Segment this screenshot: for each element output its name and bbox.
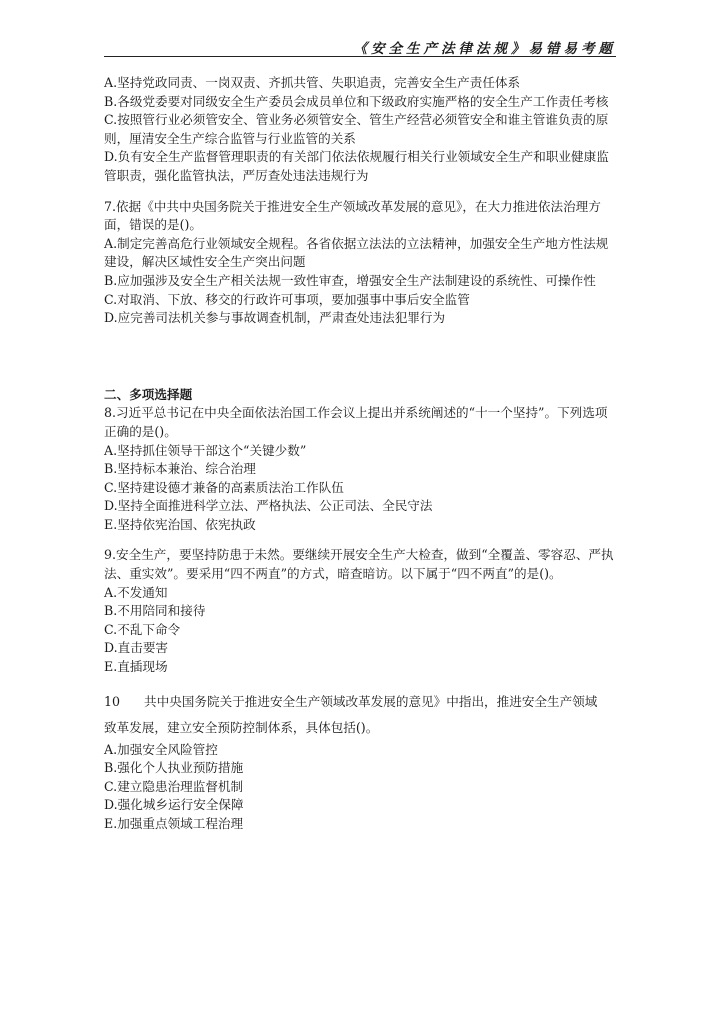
q8-option-d: D.坚持全面推进科学立法、严格执法、公正司法、全民守法 [104,498,433,514]
spacer [104,186,620,198]
q7-option-b: B.应加强涉及安全生产相关法规一致性审查，增强安全生产法制建设的系统性、可操作性 [104,272,596,288]
page-header [104,38,616,57]
q10-number: 10 [104,693,121,709]
q10-option-e: E.加强重点领域工程治理 [104,816,244,831]
question-9 [104,546,620,676]
spacer [104,328,620,386]
q6-option-c: C.按照管行业必须管安全、管业务必须管安全、管生产经营必须管安全和谁主管谁负责的原则，厘清安全生产综合监管与行业监管的关系 [104,112,609,146]
q7-option-d: D.应完善司法机关参与事故调查机制，严肃查处违法犯罪行为 [104,310,446,326]
q10-option-a: A.加强安全风险管控 [104,741,218,757]
spacer [104,534,620,546]
q10-stem-line-2: 致革发展，建立安全预防控制体系，具体包括()。 [104,719,379,735]
q7-stem: 7.依据《中共中央国务院关于推进安全生产领域改革发展的意见》，在大力推进依法治理方面，错误的是()。 [104,198,601,233]
spacer [104,677,620,689]
question-8 [104,404,620,534]
q9-option-e: E.直插现场 [104,659,168,675]
question-10 [104,689,620,834]
q6-option-d: D.负有安全生产监督管理职责的有关部门依法依规履行相关行业领域安全生产和职业健康监管职责，强化监管执法，严厉查处违法违规行为 [104,149,609,183]
q10-option-b: B.强化个人执业预防措施 [104,760,244,776]
q9-stem: 9.安全生产，要坚持防患于未然。要继续开展安全生产大检查，做到“全覆盖、零容忍、严执法、重实效”。要采用“四不两直”的方式，暗查暗访。以下属于“四不两直”的是()。 [104,547,614,582]
q10-option-c: C.建立隐患治理监督机制 [104,778,244,794]
question-7 [104,198,620,328]
header-title: 《安全生产法律法规》易错易考题 [353,41,616,57]
q6-option-b: B.各级党委要对同级安全生产委员会成员单位和下级政府实施严格的安全生产工作责任考核 [104,93,609,109]
q10-stem-line-1 [104,689,620,715]
q8-option-a: A.坚持抓住领导干部这个“关键少数” [104,442,307,458]
document-body [104,74,620,834]
q9-option-a: A.不发通知 [104,584,168,600]
q9-option-c: C.不乱下命令 [104,621,181,637]
q8-option-c: C.坚持建设德才兼备的高素质法治工作队伍 [104,479,344,495]
q8-option-b: B.坚持标本兼治、综合治理 [104,461,256,477]
q8-option-e: E.坚持依宪治国、依宪执政 [104,516,256,532]
q7-option-a: A.制定完善高危行业领域安全规程。各省依据立法法的立法精神，加强安全生产地方性法规建设，解决区域性安全生产突出问题 [104,235,609,270]
q9-option-d: D.直击要害 [104,640,169,656]
q7-option-c: C.对取消、下放、移交的行政许可事项，要加强事中事后安全监管 [104,291,470,307]
section-heading-multiple-choice: 二、多项选择题 [104,386,193,402]
q8-stem: 8.习近平总书记在中央全面依法治国工作会议上提出并系统阐述的“十一个坚持”。下列选项正确的是()。 [104,405,608,439]
q6-option-a: A.坚持党政同责、一岗双责、齐抓共管、失职追责，完善安全生产责任体系 [104,75,521,90]
q9-option-b: B.不用陪同和接待 [104,603,206,619]
question-6-options [104,74,620,186]
q10-option-d: D.强化城乡运行安全保障 [104,797,244,813]
q10-stem-part-1: 共中央国务院关于推进安全生产领域改革发展的意见》中指出，推进安全生产领域 [144,693,598,709]
